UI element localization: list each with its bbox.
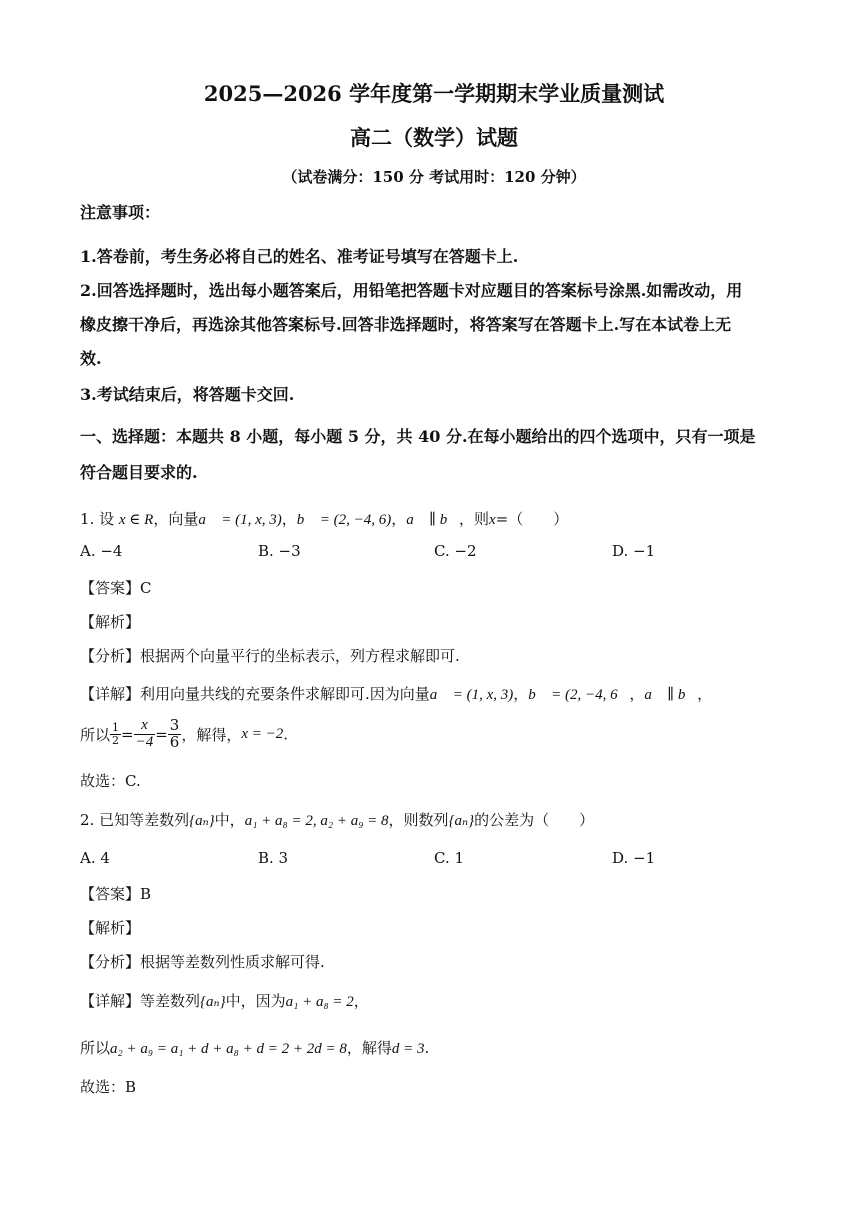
fraction-x-over-minus-4: $\frac{x}{-4}$ <box>135 717 154 750</box>
note-item-2-line-3: 效. <box>80 349 102 368</box>
question-1-stem: 1. 设 x ∈ R，向量a⃗ = (1, x, 3)，b⃗ = (2, −4, 6)，a⃗ ∥ b⃗，则x=（ ） <box>80 510 569 528</box>
question-1-option-c: C. −2 <box>434 542 477 560</box>
question-1-answer: 【答案】C <box>80 579 152 597</box>
question-2-answer: 【答案】B <box>80 885 152 903</box>
question-2-option-c: C. 1 <box>434 849 465 867</box>
fraction-half: $\frac{1}{2}$ <box>112 721 120 747</box>
question-2-equation: 所以a₂ + a₉ = a₁ + d + a₈ + d = 2 + 2d = 8，解得d = 3. <box>80 1039 430 1057</box>
question-1-jiexi: 【解析】 <box>80 613 141 631</box>
question-1-analysis: 【分析】根据两个向量平行的坐标表示，列方程求解即可. <box>80 647 460 665</box>
notes-heading: 注意事项： <box>80 203 161 222</box>
exam-subject-title: 高二（数学）试题 <box>350 125 518 150</box>
question-2-option-d: D. −1 <box>612 849 656 867</box>
section-heading-line-1: 一、选择题：本题共 8 小题，每小题 5 分，共 40 分.在每小题给出的四个选项中，只有一项是 <box>80 427 756 446</box>
question-2-analysis: 【分析】根据等差数列性质求解可得. <box>80 953 325 971</box>
fraction-3-over-6: $\frac{3}{6}$ <box>169 716 180 751</box>
question-2-option-a: A. 4 <box>80 849 110 867</box>
question-1-detail: 【详解】利用向量共线的充要条件求解即可.因为向量a⃗ = (1, x, 3)，b⃗ = (2, −4, 6），a⃗ ∥ b⃗， <box>80 685 713 703</box>
note-item-1: 1.答卷前，考生务必将自己的姓名、准考证号填写在答题卡上. <box>80 247 519 266</box>
question-1-option-d: D. −1 <box>612 542 656 560</box>
note-item-2-line-2: 橡皮擦干净后，再选涂其他答案标号.回答非选择题时，将答案写在答题卡上.写在本试卷上无 <box>80 315 732 334</box>
question-2-jiexi: 【解析】 <box>80 919 141 937</box>
question-2-detail: 【详解】等差数列{aₙ}中，因为a₁ + a₈ = 2， <box>80 992 369 1010</box>
note-item-3: 3.考试结束后，将答题卡交回. <box>80 385 295 404</box>
question-1-option-a: A. −4 <box>80 542 123 560</box>
question-2-option-b: B. 3 <box>258 849 289 867</box>
section-heading-line-2: 符合题目要求的. <box>80 463 198 482</box>
question-1-choose: 故选：C. <box>80 772 141 790</box>
exam-info: （试卷满分：150 分 考试用时：120 分钟） <box>282 168 586 186</box>
question-1-equation: 所以 $\frac{1}{2}$ = $\frac{x}{-4}$ = $\frac{3}{6}$ ，解得，x = −2. <box>80 716 289 751</box>
question-1-option-b: B. −3 <box>258 542 301 560</box>
question-2-stem: 2. 已知等差数列{aₙ}中，a₁ + a₈ = 2, a₂ + a₉ = 8，则数列{aₙ}的公差为（ ） <box>80 811 595 829</box>
note-item-2-line-1: 2.回答选择题时，选出每小题答案后，用铅笔把答题卡对应题目的答案标号涂黑.如需改动，用 <box>80 281 743 300</box>
question-2-choose: 故选：B <box>80 1078 137 1096</box>
exam-title: 2025—2026 学年度第一学期期末学业质量测试 <box>203 81 665 106</box>
